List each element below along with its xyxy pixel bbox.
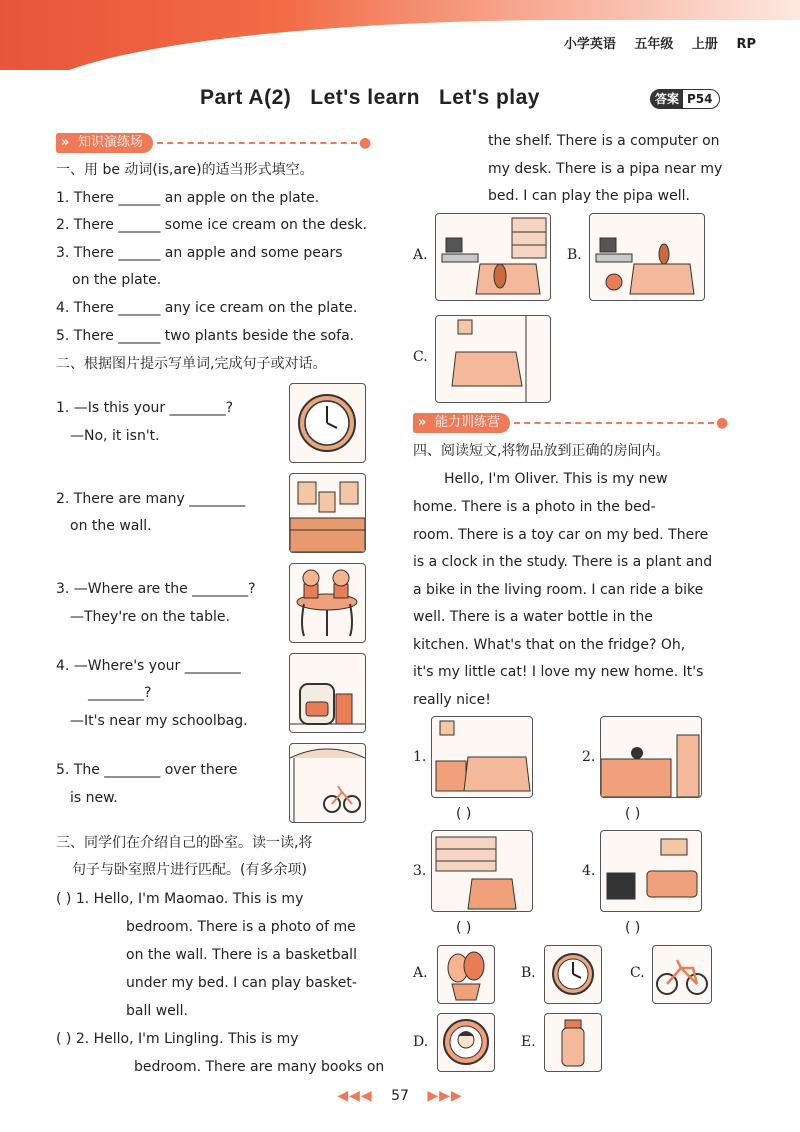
q2-line: 1. —Is this your ________? <box>56 400 234 416</box>
q3-heading-2: 句子与卧室照片进行匹配。(有多余项) <box>72 862 307 878</box>
q1-line: 3. There ______ an apple and some pears <box>56 245 343 261</box>
q1-line: 1. There ______ an apple on the plate. <box>56 190 320 206</box>
q2-line: —No, it isn't. <box>70 428 160 444</box>
page-footer <box>0 1088 800 1104</box>
room-living-room <box>600 830 702 912</box>
bedroom-picture-c <box>435 315 551 403</box>
q4-passage-line: room. There is a toy car on my bed. There <box>413 527 709 543</box>
page-title: Part A(2) Let's learn Let's play <box>200 86 540 109</box>
q4-passage-line: is a clock in the study. There is a plant and <box>413 554 713 570</box>
q3-line: ball well. <box>126 1003 188 1019</box>
q1-heading: 一、用 be 动词(is,are)的适当形式填空。 <box>56 162 314 178</box>
clock-item <box>544 945 602 1004</box>
q1-line: on the plate. <box>72 272 162 288</box>
bedroom-picture-a <box>435 213 551 301</box>
volume: 上册 <box>691 37 718 52</box>
q4-passage-line: a bike in the living room. I can ride a bike <box>413 582 704 598</box>
answer-ref <box>650 89 720 109</box>
room-blank: ( ) <box>625 920 641 936</box>
section-tag-training <box>413 413 728 433</box>
room-blank: ( ) <box>456 920 472 936</box>
section-tag-label: » 知识演练场 <box>56 133 153 153</box>
q2-heading: 二、根据图片提示写单词,完成句子或对话。 <box>56 356 327 372</box>
q3-line: bedroom. There is a photo of me <box>126 919 356 935</box>
room-label: 4. <box>582 863 596 879</box>
room-bedroom <box>431 716 533 798</box>
photos-picture <box>289 473 366 553</box>
q4-passage-line: kitchen. What's that on the fridge? Oh, <box>413 637 686 653</box>
photo-item <box>437 1013 495 1072</box>
q4-passage-line: Hello, I'm Oliver. This is my new <box>444 471 668 487</box>
dot-icon: ● <box>359 135 372 151</box>
q3-line: bed. I can play the pipa well. <box>488 188 690 204</box>
subject: 小学英语 <box>563 37 616 52</box>
prev-arrows-icon: ◀◀◀ <box>337 1088 373 1104</box>
item-label: E. <box>521 1034 536 1050</box>
q2-line: 5. The ________ over there <box>56 762 238 778</box>
q1-line: 4. There ______ any ice cream on the plate. <box>56 300 358 316</box>
grade: 五年级 <box>634 37 674 52</box>
clock-picture <box>289 383 366 463</box>
bedroom-picture-b <box>589 213 705 301</box>
q4-passage-line: it's my little cat! I love my new home. It's <box>413 664 704 680</box>
water-bottle-item <box>544 1013 602 1072</box>
q2-line: on the wall. <box>70 518 152 534</box>
edition: RP <box>736 37 756 52</box>
q2-line: is new. <box>70 790 118 806</box>
room-blank: ( ) <box>625 806 641 822</box>
q2-line: ________? <box>88 685 152 701</box>
q3-heading: 三、同学们在介绍自己的卧室。读一读,将 <box>56 835 313 851</box>
q2-line: 3. —Where are the ________? <box>56 581 256 597</box>
q3-line: on the wall. There is a basketball <box>126 947 357 963</box>
item-label: D. <box>413 1034 429 1050</box>
q4-heading: 四、阅读短文,将物品放到正确的房间内。 <box>413 443 670 459</box>
next-arrows-icon: ▶▶▶ <box>427 1088 463 1104</box>
dash-line <box>157 142 357 144</box>
q1-line: 2. There ______ some ice cream on the desk. <box>56 217 368 233</box>
room-label: 2. <box>582 749 596 765</box>
dot-icon: ● <box>716 415 729 431</box>
item-label: A. <box>413 965 428 981</box>
room-study <box>431 830 533 912</box>
q2-line: 2. There are many ________ <box>56 491 246 507</box>
q1-line: 5. There ______ two plants beside the sofa. <box>56 328 355 344</box>
q2-line: —It's near my schoolbag. <box>70 713 248 729</box>
answer-page: P54 <box>687 92 713 106</box>
section-tag-label: » 能力训练营 <box>413 413 510 433</box>
q2-line: —They're on the table. <box>70 609 230 625</box>
q3-line: my desk. There is a pipa near my <box>488 161 723 177</box>
q4-passage-line: home. There is a photo in the bed- <box>413 499 656 515</box>
q3-line: under my bed. I can play basket- <box>126 975 357 991</box>
q3-line: ( ) 2. Hello, I'm Lingling. This is my <box>56 1031 299 1047</box>
q3-line: the shelf. There is a computer on <box>488 133 720 149</box>
room-label: 1. <box>413 749 427 765</box>
answer-label: 答案 <box>651 90 683 108</box>
q2-line: 4. —Where's your ________ <box>56 658 241 674</box>
room-label: 3. <box>413 863 427 879</box>
schoolbag-picture <box>289 653 366 733</box>
dash-line <box>514 422 714 424</box>
page-number: 57 <box>391 1088 409 1104</box>
header-meta <box>550 33 756 52</box>
section-tag-practice <box>56 133 371 153</box>
bike-picture <box>289 743 366 823</box>
q3-line: bedroom. There are many books on <box>134 1059 385 1075</box>
bike-item <box>652 945 712 1004</box>
option-label: C. <box>413 349 428 365</box>
q3-line: ( ) 1. Hello, I'm Maomao. This is my <box>56 891 304 907</box>
item-label: C. <box>630 965 645 981</box>
item-label: B. <box>521 965 536 981</box>
option-label: A. <box>413 247 428 263</box>
plant-item <box>437 945 495 1004</box>
q4-passage-line: well. There is a water bottle in the <box>413 609 653 625</box>
plants-table-picture <box>289 563 366 643</box>
q4-passage-line: really nice! <box>413 692 491 708</box>
room-kitchen <box>600 716 702 798</box>
option-label: B. <box>567 247 582 263</box>
room-blank: ( ) <box>456 806 472 822</box>
